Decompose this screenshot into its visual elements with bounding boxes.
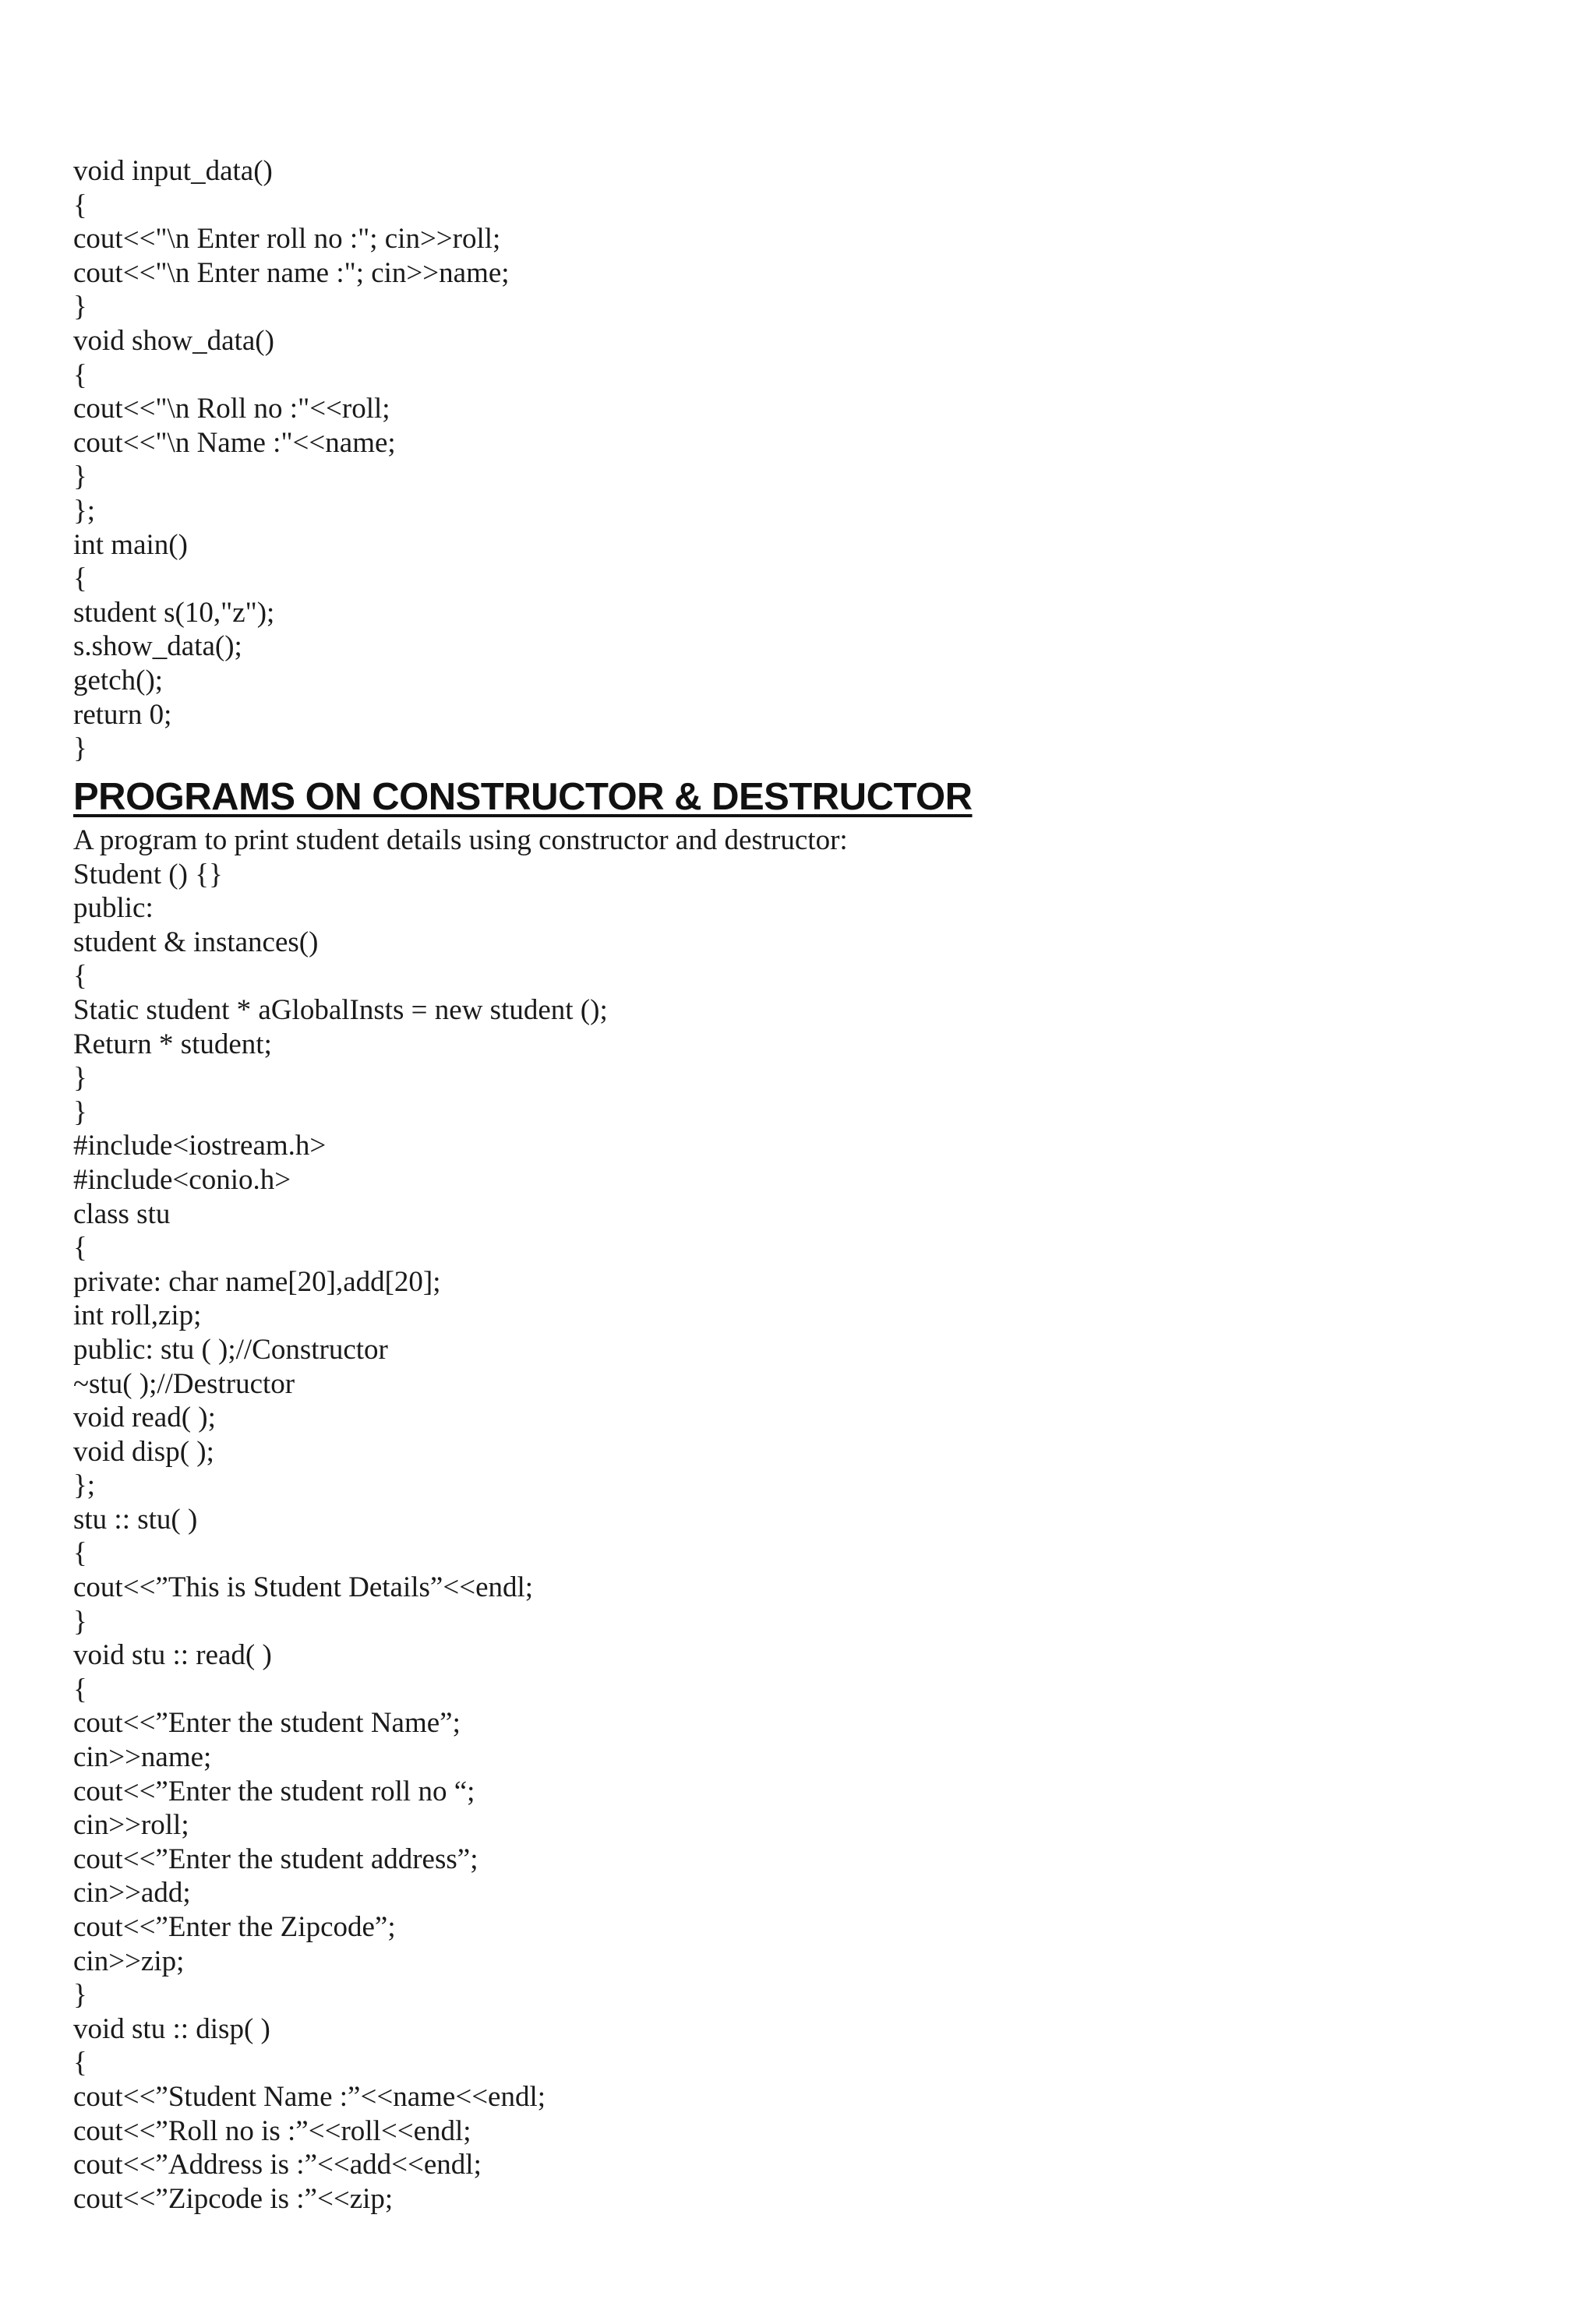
code-line: cout<<”Zipcode is :”<<zip; <box>73 2182 394 2215</box>
code-line: cout<<”Enter the Zipcode”; <box>73 1911 396 1943</box>
code-line: }; <box>73 494 96 527</box>
code-line: cout<<”Enter the student address”; <box>73 1843 478 1875</box>
code-line: A program to print student details using constructor and destructor: <box>73 824 848 856</box>
code-line: ~stu( );//Destructor <box>73 1367 295 1400</box>
code-line: } <box>73 732 87 765</box>
code-line: Static student * aGlobalInsts = new student (); <box>73 993 608 1026</box>
code-line: cout<<”Address is :”<<add<<endl; <box>73 2149 482 2181</box>
code-line: cout<<”Student Name :”<<name<<endl; <box>73 2080 546 2113</box>
code-line: cout<<"\n Name :"<<name; <box>73 426 396 459</box>
section-heading: PROGRAMS ON CONSTRUCTOR & DESTRUCTOR <box>73 776 973 818</box>
code-line: { <box>73 1537 87 1570</box>
code-line: { <box>73 1673 87 1705</box>
code-line: cin>>roll; <box>73 1809 189 1842</box>
code-block-top <box>73 154 1554 766</box>
code-line: cout<<”Roll no is :”<<roll<<endl; <box>73 2114 471 2147</box>
code-line: } <box>73 1062 87 1095</box>
code-line: cout<<"\n Roll no :"<<roll; <box>73 393 390 425</box>
code-line: int main() <box>73 528 188 561</box>
code-line: getch(); <box>73 664 164 696</box>
code-line: void input_data() <box>73 155 273 187</box>
code-line: cin>>name; <box>73 1741 212 1774</box>
code-line: stu :: stu( ) <box>73 1503 198 1536</box>
code-line: public: <box>73 892 154 925</box>
code-line: cout<<”Enter the student Name”; <box>73 1707 461 1740</box>
code-line: public: stu ( );//Constructor <box>73 1333 388 1366</box>
code-line: s.show_data(); <box>73 630 242 663</box>
code-line: } <box>73 1095 87 1128</box>
code-line: void stu :: disp( ) <box>73 2012 270 2045</box>
code-line: { <box>73 1232 87 1264</box>
code-line: return 0; <box>73 698 172 731</box>
code-line: cin>>zip; <box>73 1945 185 1977</box>
code-line: Return * student; <box>73 1028 272 1060</box>
code-line: #include<conio.h> <box>73 1163 291 1196</box>
code-block-bottom <box>73 823 1554 2216</box>
code-line: } <box>73 1605 87 1638</box>
code-line: class stu <box>73 1197 171 1230</box>
code-line: void show_data() <box>73 324 274 357</box>
code-line: }; <box>73 1469 96 1502</box>
code-line: } <box>73 291 87 323</box>
code-line: { <box>73 189 87 221</box>
code-line: Student () {} <box>73 858 223 890</box>
code-line: student & instances() <box>73 926 319 958</box>
code-line: #include<iostream.h> <box>73 1130 327 1162</box>
code-line: cout<<”Enter the student roll no “; <box>73 1775 475 1807</box>
code-line: student s(10,"z"); <box>73 596 275 629</box>
code-line: } <box>73 1979 87 2012</box>
code-line: cout<<”This is Student Details”<<endl; <box>73 1571 534 1604</box>
code-line: void disp( ); <box>73 1435 214 1468</box>
code-line: } <box>73 460 87 493</box>
code-line: cout<<"\n Enter name :"; cin>>name; <box>73 256 510 289</box>
code-line: void read( ); <box>73 1402 216 1434</box>
code-line: void stu :: read( ) <box>73 1639 272 1672</box>
code-line: { <box>73 562 87 595</box>
code-line: { <box>73 2047 87 2079</box>
code-line: { <box>73 960 87 993</box>
code-line: { <box>73 358 87 391</box>
code-line: private: char name[20],add[20]; <box>73 1265 441 1298</box>
code-line: int roll,zip; <box>73 1300 202 1332</box>
code-line: cout<<"\n Enter roll no :"; cin>>roll; <box>73 223 501 256</box>
code-line: cin>>add; <box>73 1877 191 1910</box>
